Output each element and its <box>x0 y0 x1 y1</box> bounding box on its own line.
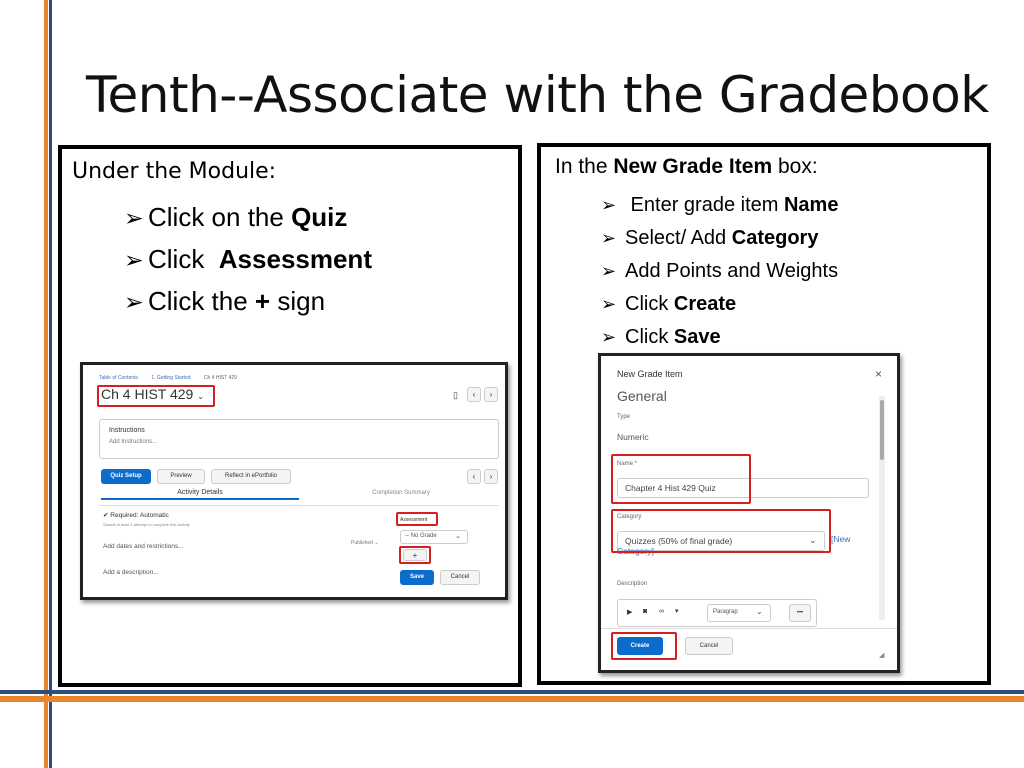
next-arrow-button[interactable]: › <box>484 469 498 484</box>
grade-select-value: -- No Grade <box>405 533 437 539</box>
accent-bar-horizontal-blue <box>0 690 1024 694</box>
close-icon[interactable]: × <box>875 367 883 381</box>
name-label: Name * <box>617 461 638 467</box>
arrow-bullet-icon: ➢ <box>601 195 617 215</box>
prev-arrow-button[interactable]: ‹ <box>467 387 481 402</box>
arrow-bullet-icon: ➢ <box>601 327 617 347</box>
arrow-bullet-icon: ➢ <box>124 247 144 273</box>
left-steps-list <box>124 197 372 323</box>
tab-activity-details[interactable]: Activity Details <box>101 489 299 500</box>
breadcrumb-link[interactable]: Table of Contents <box>99 375 138 381</box>
arrow-bullet-icon: ➢ <box>124 205 144 231</box>
right-step <box>601 321 838 354</box>
step-text: Click <box>625 293 674 315</box>
left-step <box>124 239 372 281</box>
arrow-bullet-icon: ➢ <box>601 294 617 314</box>
highlight-quiz-title <box>97 385 215 407</box>
instructions-input[interactable]: Add Instructions... <box>109 439 158 445</box>
step-text: Click the <box>148 286 255 316</box>
quiz-title-text: Ch 4 HIST 429 <box>101 386 194 402</box>
resize-handle-icon[interactable]: ◢ <box>879 652 885 659</box>
step-text: Enter grade item <box>625 194 784 216</box>
highlight-plus <box>399 546 431 564</box>
highlight-category <box>611 509 831 553</box>
heading-text: box: <box>772 155 818 178</box>
scrollbar-thumb[interactable] <box>880 400 884 460</box>
step-text: Select/ Add <box>625 227 732 249</box>
highlight-name <box>611 454 751 504</box>
required-subtext: Submit at least 1 attempt to complete this activity <box>103 522 190 527</box>
required-text: Required: Automatic <box>110 512 169 519</box>
highlight-create <box>611 632 677 660</box>
breadcrumb-link[interactable]: 1. Getting Started <box>151 375 191 381</box>
video-icon[interactable]: ▶ <box>627 609 633 616</box>
right-step <box>601 255 838 288</box>
image-icon[interactable]: ◙ <box>643 608 648 615</box>
step-text: Add Points and Weights <box>625 260 839 282</box>
dialog-footer-divider <box>601 628 897 629</box>
preview-button[interactable]: Preview <box>157 469 205 484</box>
arrow-bullet-icon: ➢ <box>601 228 617 248</box>
dropdown-arrow-icon[interactable]: ▾ <box>675 608 679 615</box>
published-text: Published <box>351 540 373 546</box>
category-label: Category <box>617 514 642 520</box>
breadcrumb-current: Ch 4 HIST 429 <box>203 375 237 381</box>
heading-text: In the <box>555 155 614 178</box>
bookmark-icon[interactable]: ▯ <box>453 390 458 400</box>
accent-bar-vertical-blue <box>49 0 52 768</box>
reflect-eportfolio-button[interactable]: Reflect in ePortfolio <box>211 469 291 484</box>
step-bold: + <box>254 286 271 316</box>
right-step <box>601 222 838 255</box>
step-text: Click <box>625 326 674 348</box>
highlight-assessment <box>396 512 438 526</box>
right-step <box>601 288 838 321</box>
link-icon[interactable]: ∞ <box>659 608 664 615</box>
new-grade-item-dialog <box>598 353 900 673</box>
chevron-down-icon: ⌄ <box>197 392 204 401</box>
step-bold: Category <box>731 227 819 249</box>
more-options-button[interactable]: ••• <box>789 604 811 622</box>
next-arrow-button[interactable]: › <box>484 387 498 402</box>
add-description-link[interactable]: Add a description... <box>103 569 159 576</box>
add-dates-link[interactable]: Add dates and restrictions... <box>103 543 184 550</box>
breadcrumb <box>99 375 237 381</box>
slide-title: Tenth--Associate with the Gradebook <box>86 66 989 124</box>
step-bold: Create <box>673 293 737 315</box>
arrow-bullet-icon: ➢ <box>601 261 617 281</box>
prev-arrow-button[interactable]: ‹ <box>467 469 481 484</box>
assessment-link[interactable]: Assessment <box>400 517 428 523</box>
category-select-value: Quizzes (50% of final grade) <box>625 536 733 546</box>
cancel-button[interactable]: Cancel <box>440 570 480 585</box>
section-heading: General <box>617 388 667 404</box>
left-step <box>124 197 372 239</box>
quiz-editor-screenshot <box>80 362 508 600</box>
right-step <box>601 189 838 222</box>
check-icon: ✔ <box>103 512 109 519</box>
step-bold: Save <box>673 326 721 348</box>
chevron-down-icon: ⌄ <box>809 535 817 545</box>
chevron-down-icon: ⌄ <box>374 540 379 546</box>
chevron-down-icon: ⌄ <box>756 607 763 616</box>
type-label: Type <box>617 414 631 420</box>
accent-bar-horizontal-orange <box>0 696 1024 702</box>
save-button[interactable]: Save <box>400 570 434 585</box>
dialog-title: New Grade Item <box>617 369 683 379</box>
paragraph-select-value: Paragrap <box>713 609 738 615</box>
step-bold: Assessment <box>218 244 372 274</box>
step-bold: Quiz <box>291 202 348 232</box>
arrow-bullet-icon: ➢ <box>124 289 144 315</box>
create-button[interactable]: Create <box>617 637 663 655</box>
chevron-down-icon: ⌄ <box>455 533 461 540</box>
new-category-link[interactable]: [New <box>831 534 851 544</box>
required-row[interactable] <box>103 511 169 519</box>
cancel-button[interactable]: Cancel <box>685 637 733 655</box>
type-value: Numeric <box>617 432 649 442</box>
left-step <box>124 281 372 323</box>
tab-completion-summary[interactable]: Completion Summary <box>372 490 430 496</box>
step-text: sign <box>270 286 326 316</box>
right-steps-list <box>601 189 838 354</box>
heading-bold: New Grade Item <box>613 155 773 178</box>
instructions-label: Instructions <box>109 427 145 434</box>
add-grade-plus-button[interactable]: + <box>403 549 427 561</box>
right-heading <box>555 155 818 179</box>
left-heading: Under the Module: <box>72 159 277 184</box>
published-dropdown[interactable] <box>351 540 379 546</box>
quiz-setup-button[interactable]: Quiz Setup <box>101 469 151 484</box>
step-text: Click <box>148 244 219 274</box>
accent-bar-vertical-orange <box>44 0 48 768</box>
step-text: Click on the <box>148 202 292 232</box>
name-input-value: Chapter 4 Hist 429 Quiz <box>625 483 716 493</box>
description-label: Description <box>617 581 648 587</box>
new-category-link-cont[interactable]: Category] <box>617 546 654 556</box>
step-bold: Name <box>783 194 839 216</box>
instructions-panel[interactable] <box>99 419 499 459</box>
